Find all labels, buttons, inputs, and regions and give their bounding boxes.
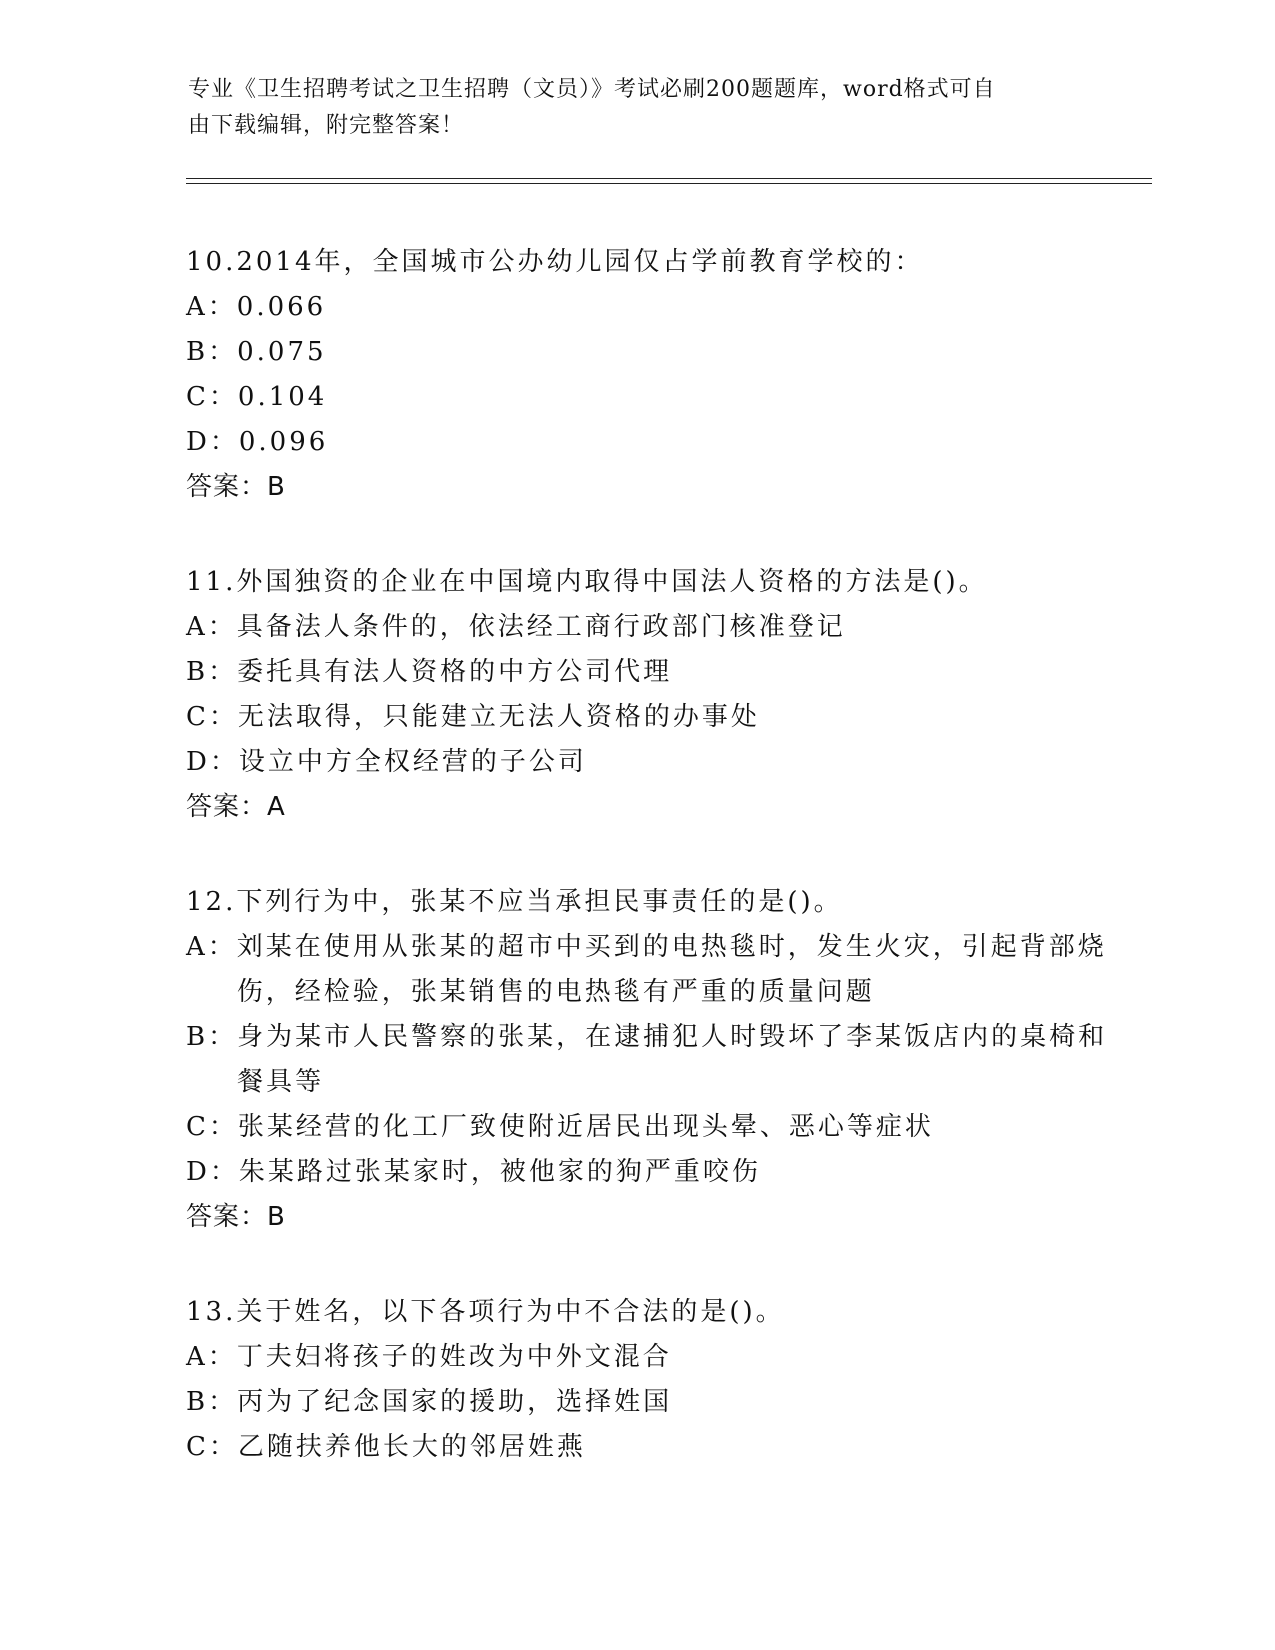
question-list bbox=[186, 240, 1126, 1520]
answer-option bbox=[186, 330, 1126, 375]
option-key: B： bbox=[186, 1022, 238, 1052]
question-block bbox=[186, 560, 1126, 830]
question-block bbox=[186, 240, 1126, 510]
option-key: C： bbox=[186, 382, 238, 412]
option-text: 0.096 bbox=[238, 427, 329, 457]
question-block bbox=[186, 880, 1126, 1240]
option-text: 设立中方全权经营的子公司 bbox=[238, 747, 587, 777]
option-key: B： bbox=[186, 1387, 238, 1417]
option-key: C： bbox=[186, 1112, 238, 1142]
answer-option bbox=[186, 1425, 1126, 1470]
answer-option bbox=[186, 1105, 1126, 1150]
option-text: 乙随扶养他长大的邻居姓燕 bbox=[237, 1432, 586, 1462]
header-line-2: 由下载编辑，附完整答案！ bbox=[188, 113, 465, 138]
option-text: 无法取得，只能建立无法人资格的办事处 bbox=[237, 702, 760, 732]
option-text: 丙为了纪念国家的援助，选择姓国 bbox=[237, 1387, 673, 1417]
option-text: 0.075 bbox=[237, 337, 327, 367]
question-title: 13.关于姓名，以下各项行为中不合法的是()。 bbox=[186, 1297, 785, 1327]
option-text: 丁夫妇将孩子的姓改为中外文混合 bbox=[236, 1342, 672, 1372]
answer-option bbox=[186, 1380, 1126, 1425]
answer-option bbox=[186, 1150, 1126, 1195]
option-key: D： bbox=[186, 747, 239, 777]
option-key: D： bbox=[186, 1157, 239, 1187]
option-key: B： bbox=[186, 657, 238, 687]
question-title: 12.下列行为中，张某不应当承担民事责任的是()。 bbox=[186, 887, 843, 917]
question-title: 10.2014年，全国城市公办幼儿园仅占学前教育学校的： bbox=[186, 247, 924, 277]
option-text: 具备法人条件的，依法经工商行政部门核准登记 bbox=[236, 612, 846, 642]
answer-line: 答案：B bbox=[186, 472, 286, 502]
question-title: 11.外国独资的企业在中国境内取得中国法人资格的方法是()。 bbox=[186, 567, 988, 597]
answer-line: 答案：B bbox=[186, 1202, 286, 1232]
answer-option bbox=[186, 1335, 1126, 1380]
option-key: C： bbox=[186, 702, 238, 732]
option-key: A： bbox=[186, 932, 237, 962]
question-block bbox=[186, 1290, 1126, 1470]
option-key: B： bbox=[186, 337, 238, 367]
answer-option bbox=[186, 925, 1126, 1015]
option-text: 0.104 bbox=[237, 382, 328, 412]
option-key: A： bbox=[186, 612, 237, 642]
document-header bbox=[188, 72, 1068, 144]
answer-option bbox=[186, 650, 1126, 695]
answer-option bbox=[186, 375, 1126, 420]
answer-option bbox=[186, 605, 1126, 650]
option-key: A： bbox=[186, 1342, 237, 1372]
option-text: 张某经营的化工厂致使附近居民出现头晕、恶心等症状 bbox=[237, 1112, 934, 1142]
answer-option bbox=[186, 740, 1126, 785]
answer-option bbox=[186, 420, 1126, 465]
option-key: D： bbox=[186, 427, 239, 457]
answer-option bbox=[186, 695, 1126, 740]
answer-option bbox=[186, 1015, 1126, 1105]
header-divider-top bbox=[186, 178, 1152, 179]
option-text: 刘某在使用从张某的超市中买到的电热毯时，发生火灾，引起背部烧伤，经检验，张某销售的电热毯有严重的质量问题 bbox=[236, 932, 1107, 1007]
answer-line: 答案：A bbox=[186, 792, 286, 822]
option-key: A： bbox=[186, 292, 237, 322]
option-text: 委托具有法人资格的中方公司代理 bbox=[237, 657, 673, 687]
header-divider-bottom bbox=[186, 183, 1152, 184]
option-text: 朱某路过张某家时，被他家的狗严重咬伤 bbox=[238, 1157, 761, 1187]
option-text: 身为某市人民警察的张某，在逮捕犯人时毁坏了李某饭店内的桌椅和餐具等 bbox=[237, 1022, 1108, 1097]
option-key: C： bbox=[186, 1432, 238, 1462]
option-text: 0.066 bbox=[236, 292, 327, 322]
header-line-1: 专业《卫生招聘考试之卫生招聘（文员）》考试必刷200题题库，word格式可自 bbox=[188, 77, 996, 102]
answer-option bbox=[186, 285, 1126, 330]
